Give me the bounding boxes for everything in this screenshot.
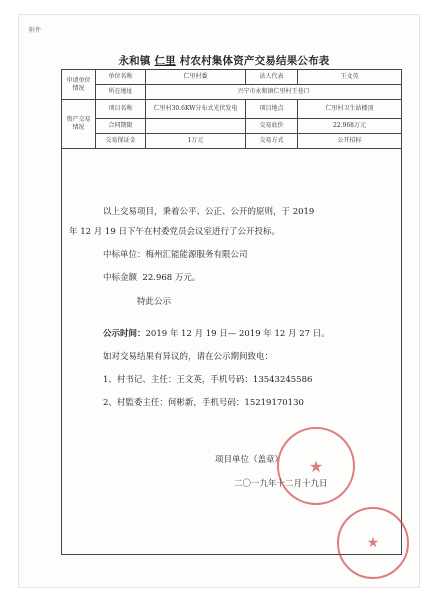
sign-date: 二〇一九年十二月十九日 [234,479,328,489]
project-name-label: 项目名称 [96,100,146,119]
asset-section-label: 资产交易情况 [62,100,96,149]
contact-1: 1、村书记、主任：王文英，手机号码：13543245586 [103,375,313,385]
supervision-seal-stamp: ★ [337,507,409,579]
objection-text: 如对交易结果有异议的，请在公示期间致电： [103,352,274,362]
period-label: 公示时间： [103,329,146,339]
project-location-label: 项目地点 [246,100,298,119]
winner-line [103,248,248,260]
title-suffix: 村农村集体资产交易结果公布表 [179,55,330,67]
method-value: 公开招标 [298,134,402,149]
title-village: 仁里 [154,55,176,67]
address-value: 兴宁市永和镇仁里村王巷口 [146,85,402,100]
deposit-value: 1万元 [146,134,246,149]
winner-value: 梅州汇能能源服务有限公司 [145,250,248,260]
notice-text: 特此公示 [137,297,172,307]
document-page [18,14,420,588]
paragraph-line-2: 年 12 月 19 日下午在村委党员会议室进行了公开投标。 [69,227,280,237]
annex-label: 附件 [29,27,42,34]
amount-line [103,271,200,283]
document-title [59,53,389,68]
base-price-value: 22.968万元 [298,119,402,134]
method-label: 交易方式 [246,134,298,149]
unit-name-label: 单位名称 [96,70,146,85]
contract-period-value [146,119,246,134]
contract-period-label: 合同期限 [96,119,146,134]
winner-label: 中标单位： [103,250,146,260]
contact-2: 2、村監委主任：何彬新，手机号码：15219170130 [103,398,304,408]
legal-rep-value: 王文英 [298,70,402,85]
address-label: 所在地址 [96,85,146,100]
amount-value: 22.968 万元。 [142,273,201,283]
unit-name-value: 仁里村委 [146,70,246,85]
sign-unit: 项目单位（盖章） [215,455,284,465]
period-line [103,327,330,339]
paragraph-line-1: 以上交易项目，秉着公平、公正、公开的原则，于 2019 [103,207,315,217]
amount-label: 中标金额 [103,273,138,283]
project-location-value: 仁里村卫生站楼顶 [298,100,402,119]
project-name-value: 仁里村30.6KW分布式光伏发电 [146,100,246,119]
applicant-section-label: 申请单位情况 [62,70,96,100]
village-seal-stamp: ★ [277,427,355,505]
title-prefix: 永和镇 [118,55,151,67]
base-price-label: 交易底价 [246,119,298,134]
period-value: 2019 年 12 月 19 日— 2019 年 12 月 27 日。 [145,329,330,339]
legal-rep-label: 法人代表 [246,70,298,85]
deposit-label: 交易保证金 [96,134,146,149]
